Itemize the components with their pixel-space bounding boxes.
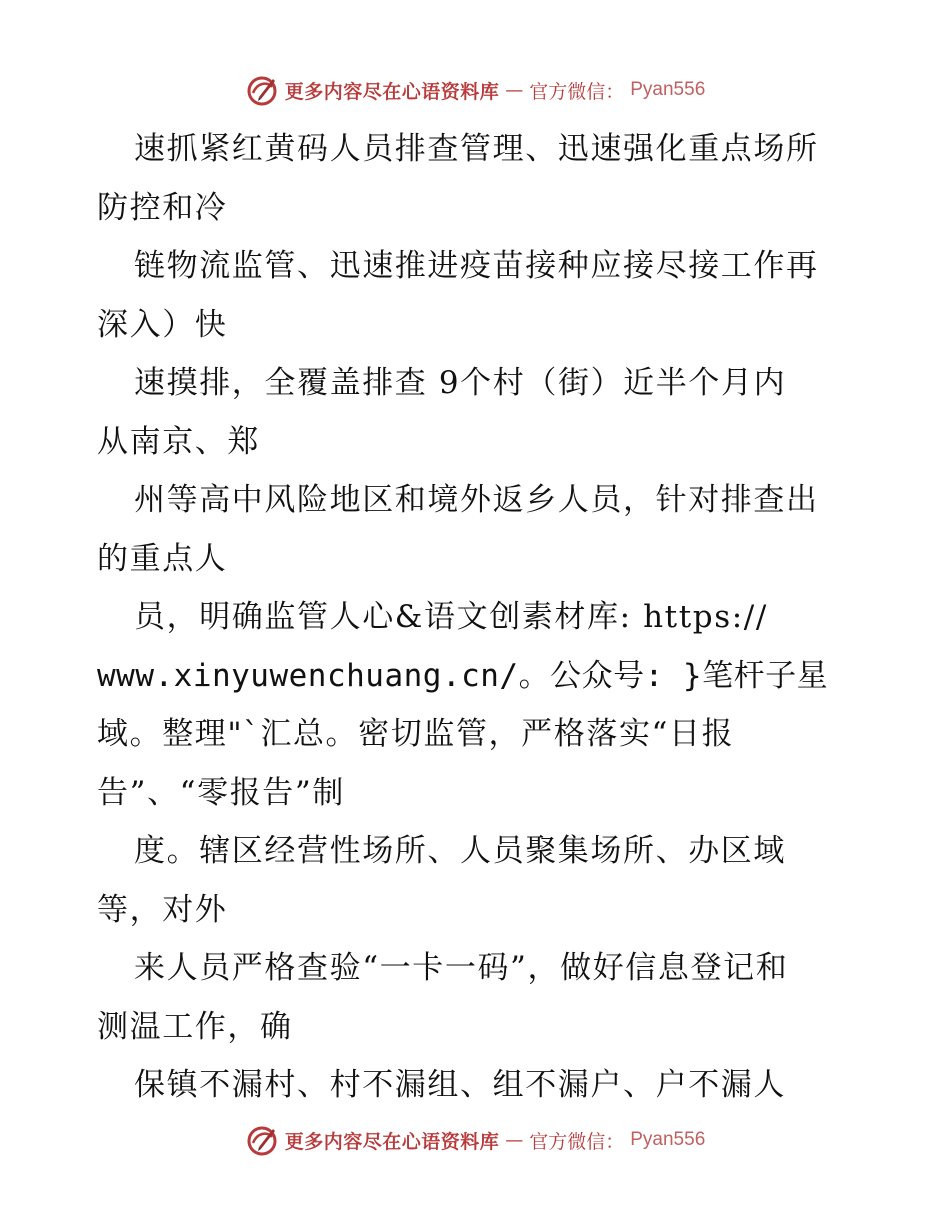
body-line-16: 测温工作，确 <box>97 1008 293 1045</box>
header-banner-wechat-label: 官方微信： <box>529 80 625 103</box>
body-line-4: 深入）快 <box>97 306 228 343</box>
header-banner-content <box>245 73 706 107</box>
footer-banner-separator: — <box>505 1129 524 1151</box>
body-line-1: 速抓紧红黄码人员排查管理、迅速强化重点场所 <box>134 131 819 167</box>
header-banner-wechat-id: Pyan556 <box>630 79 706 100</box>
body-line-13: 度。辖区经营性场所、人员聚集场所、办区域 <box>134 833 786 869</box>
body-line-5: 速摸排，全覆盖排查 9个村（街）近半个月内 <box>134 365 787 401</box>
body-line-8: 的重点人 <box>97 540 228 577</box>
footer-banner <box>0 1120 950 1160</box>
body-line-15: 来人员严格查验“一卡一码”，做好信息登记和 <box>134 950 789 986</box>
body-line-7: 州等高中风险地区和境外返乡人员，针对排查出 <box>134 482 819 518</box>
body-line-10: www.xinyuwenchuang.cn/。公众号: }笔杆子星 <box>97 657 829 694</box>
footer-banner-title: 更多内容尽在心语资料库 <box>284 1130 500 1153</box>
pen-swirl-icon <box>245 73 279 107</box>
footer-banner-wechat-label: 官方微信： <box>529 1130 625 1153</box>
footer-banner-wechat-id: Pyan556 <box>630 1129 706 1150</box>
body-line-2: 防控和冷 <box>97 189 228 226</box>
body-line-12: 告”、“零报告”制 <box>97 774 345 811</box>
body-line-11: 域。整理"`汇总。密切监管，严格落实“日报 <box>97 716 735 752</box>
header-banner-separator: — <box>505 79 524 101</box>
footer-banner-content <box>245 1123 706 1157</box>
body-line-3: 链物流监管、迅速推进疫苗接种应接尽接工作再 <box>134 248 819 284</box>
body-line-6: 从南京、郑 <box>97 423 260 460</box>
header-banner <box>0 70 950 110</box>
header-banner-title: 更多内容尽在心语资料库 <box>284 80 500 103</box>
pen-swirl-icon <box>245 1123 279 1157</box>
body-line-9: 员，明确监管人心&语文创素材库: https:// <box>134 599 768 635</box>
body-line-17: 保镇不漏村、村不漏组、组不漏户、户不漏人 <box>134 1067 786 1103</box>
body-line-14: 等，对外 <box>97 891 228 928</box>
document-body <box>97 120 877 1115</box>
